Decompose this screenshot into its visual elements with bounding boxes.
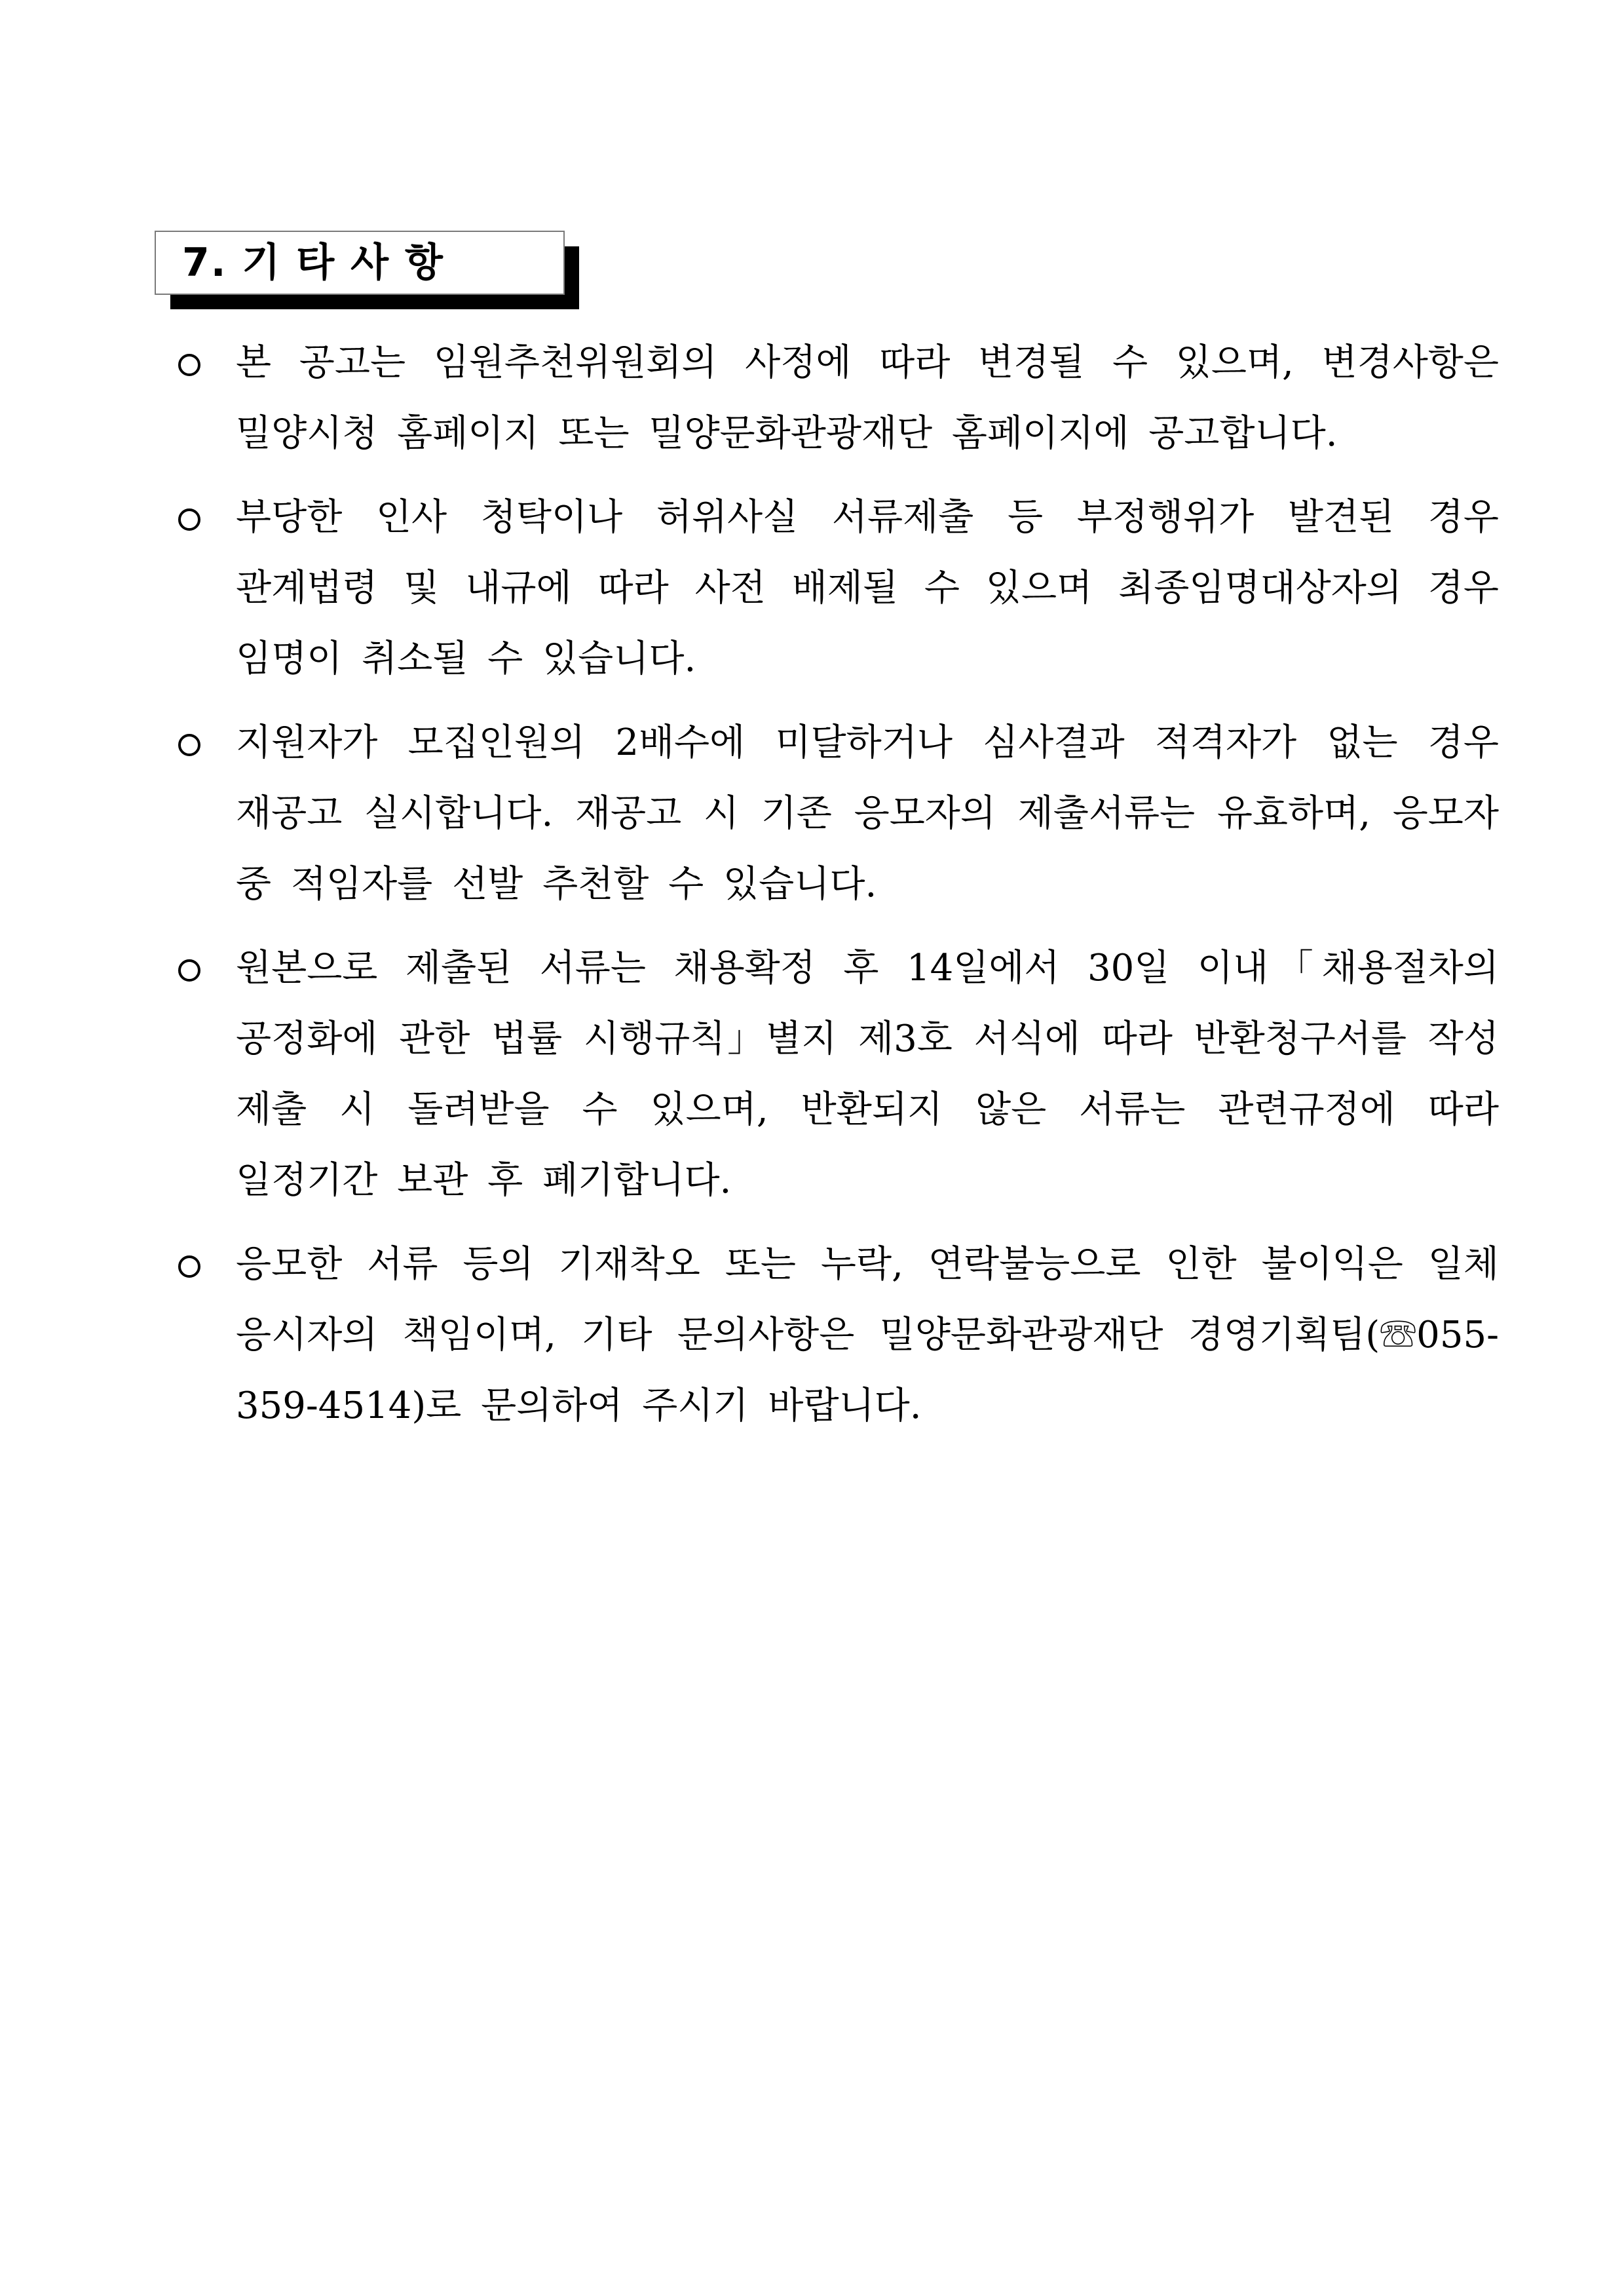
section-heading (155, 231, 563, 294)
item-text: 부당한 인사 청탁이나 허위사실 서류제출 등 부정행위가 발견된 경우 관계법령 및 내규에 따라 사전 배제될 수 있으며 최종임명대상자의 경우 임명이 취소될 수 있습니다. (236, 496, 1499, 680)
list-item (176, 1229, 1499, 1442)
item-text: 본 공고는 임원추천위원회의 사정에 따라 변경될 수 있으며, 변경사항은 밀양시청 홈페이지 또는 밀양문화관광재단 홈페이지에 공고합니다. (236, 341, 1499, 455)
circle-bullet-icon (178, 734, 200, 756)
heading-box (155, 231, 565, 295)
circle-bullet-icon (178, 1255, 200, 1278)
list-item (176, 328, 1499, 469)
list-item (176, 708, 1499, 920)
item-text: 원본으로 제출된 서류는 채용확정 후 14일에서 30일 이내「채용절차의 공정화에 관한 법률 시행규칙」별지 제3호 서식에 따라 반환청구서를 작성 제출 시 돌려받을 수 있으며, 반환되지 않은 서류는 관련규정에 따라 일정기간 보관 후 폐기합니다. (236, 947, 1499, 1202)
list-item (176, 482, 1499, 695)
list-item (176, 933, 1499, 1216)
circle-bullet-icon (178, 508, 200, 531)
circle-bullet-icon (178, 354, 200, 376)
circle-bullet-icon (178, 959, 200, 982)
item-text: 지원자가 모집인원의 2배수에 미달하거나 심사결과 적격자가 없는 경우 재공고 실시합니다. 재공고 시 기존 응모자의 제출서류는 유효하며, 응모자 중 적임자를 선발 추천할 수 있습니다. (236, 721, 1499, 906)
notice-list (176, 328, 1499, 1455)
section-title: 7. 기 타 사 항 (182, 240, 444, 286)
item-text: 응모한 서류 등의 기재착오 또는 누락, 연락불능으로 인한 불이익은 일체 응시자의 책임이며, 기타 문의사항은 밀양문화관광재단 경영기획팀(☏055-359-4514)로 문의하여 주시기 바랍니다. (236, 1243, 1499, 1427)
